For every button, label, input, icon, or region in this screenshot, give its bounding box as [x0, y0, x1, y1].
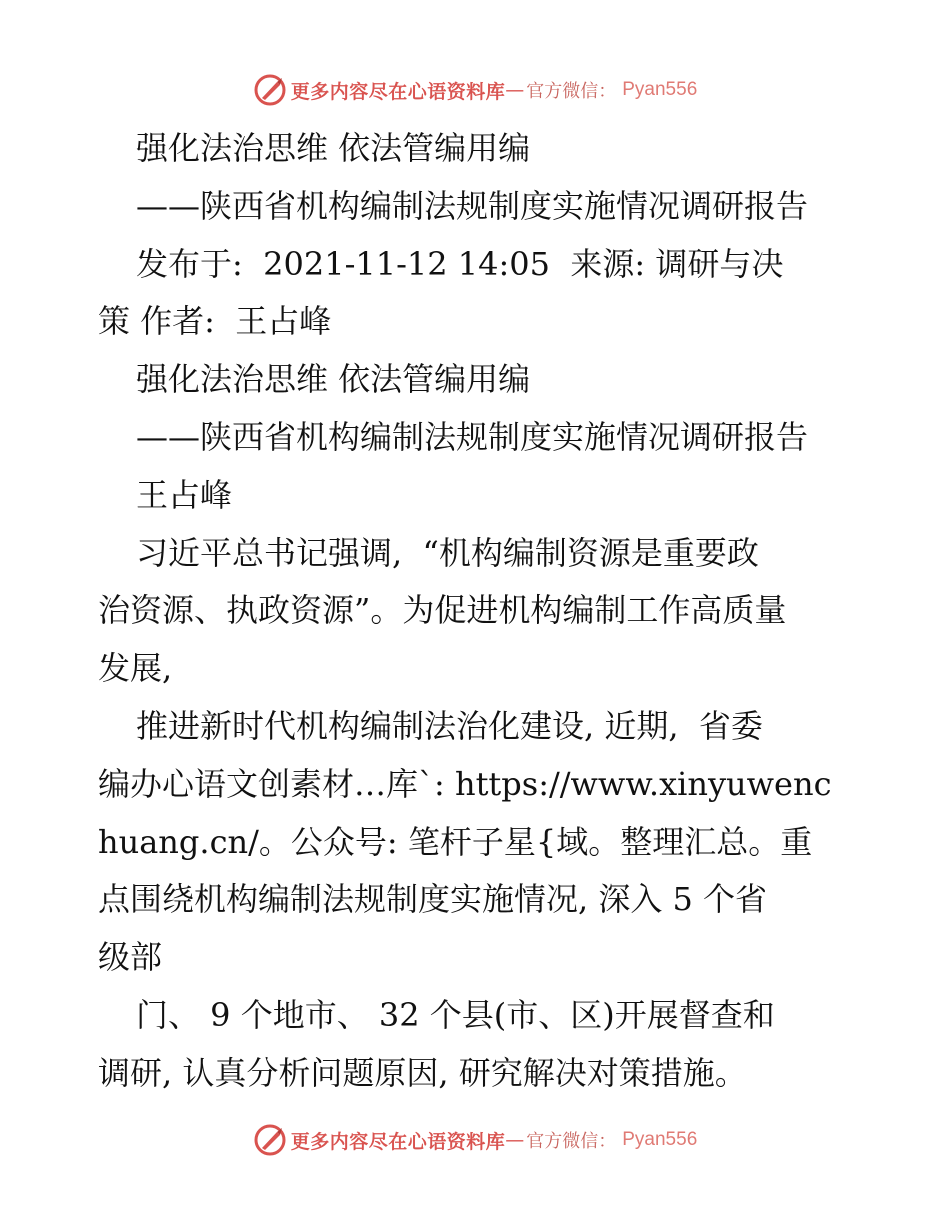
meta-line: 发布于: 2021-11-12 14:05 来源: 调研与决	[136, 244, 784, 283]
watermark-label: 官方微信：	[526, 1131, 617, 1152]
title-line: 强化法治思维 依法管编用编	[136, 129, 531, 167]
paragraph-line: 调研, 认真分析问题原因, 研究解决对策措施。	[98, 1053, 747, 1092]
subtitle-line: ——陕西省机构编制法规制度实施情况调研报告	[136, 186, 809, 225]
author-line: 王占峰	[136, 475, 233, 514]
paragraph-line: 门、 9 个地市、 32 个县(市、区)开展督查和	[136, 995, 775, 1034]
subtitle-line: ——陕西省机构编制法规制度实施情况调研报告	[136, 417, 809, 456]
paragraph-line: 编办心语文创素材…库`: https://www.xinyuwenc	[98, 764, 832, 803]
paragraph-line: 点围绕机构编制法规制度实施情况, 深入 5 个省	[98, 880, 768, 919]
paragraph-line: huang.cn/。公众号: 笔杆子星{域。整理汇总。重	[98, 822, 813, 861]
watermark-id: Pyan556	[622, 1129, 698, 1150]
watermark-text: 更多内容尽在心语资料库	[290, 1130, 506, 1153]
watermark-dash: —	[505, 79, 525, 101]
paragraph-line: 治资源、执政资源”。为促进机构编制工作高质量	[98, 591, 787, 630]
paragraph-line: 推进新时代机构编制法治化建设, 近期, 省委	[136, 706, 763, 745]
watermark-label: 官方微信：	[526, 81, 617, 102]
header-watermark	[0, 70, 950, 110]
quill-logo-icon	[253, 73, 287, 107]
watermark-dash: —	[505, 1129, 525, 1151]
watermark-id: Pyan556	[622, 79, 698, 100]
meta-line: 策 作者: 王占峰	[98, 302, 332, 341]
quill-logo-icon	[253, 1123, 287, 1157]
paragraph-line: 习近平总书记强调, “机构编制资源是重要政	[136, 533, 759, 572]
title-line: 强化法治思维 依法管编用编	[136, 360, 531, 399]
paragraph-line: 级部	[98, 938, 163, 977]
document-body	[98, 120, 858, 1103]
footer-watermark	[0, 1120, 950, 1160]
paragraph-line: 发展,	[98, 649, 173, 688]
watermark-text: 更多内容尽在心语资料库	[290, 80, 506, 103]
